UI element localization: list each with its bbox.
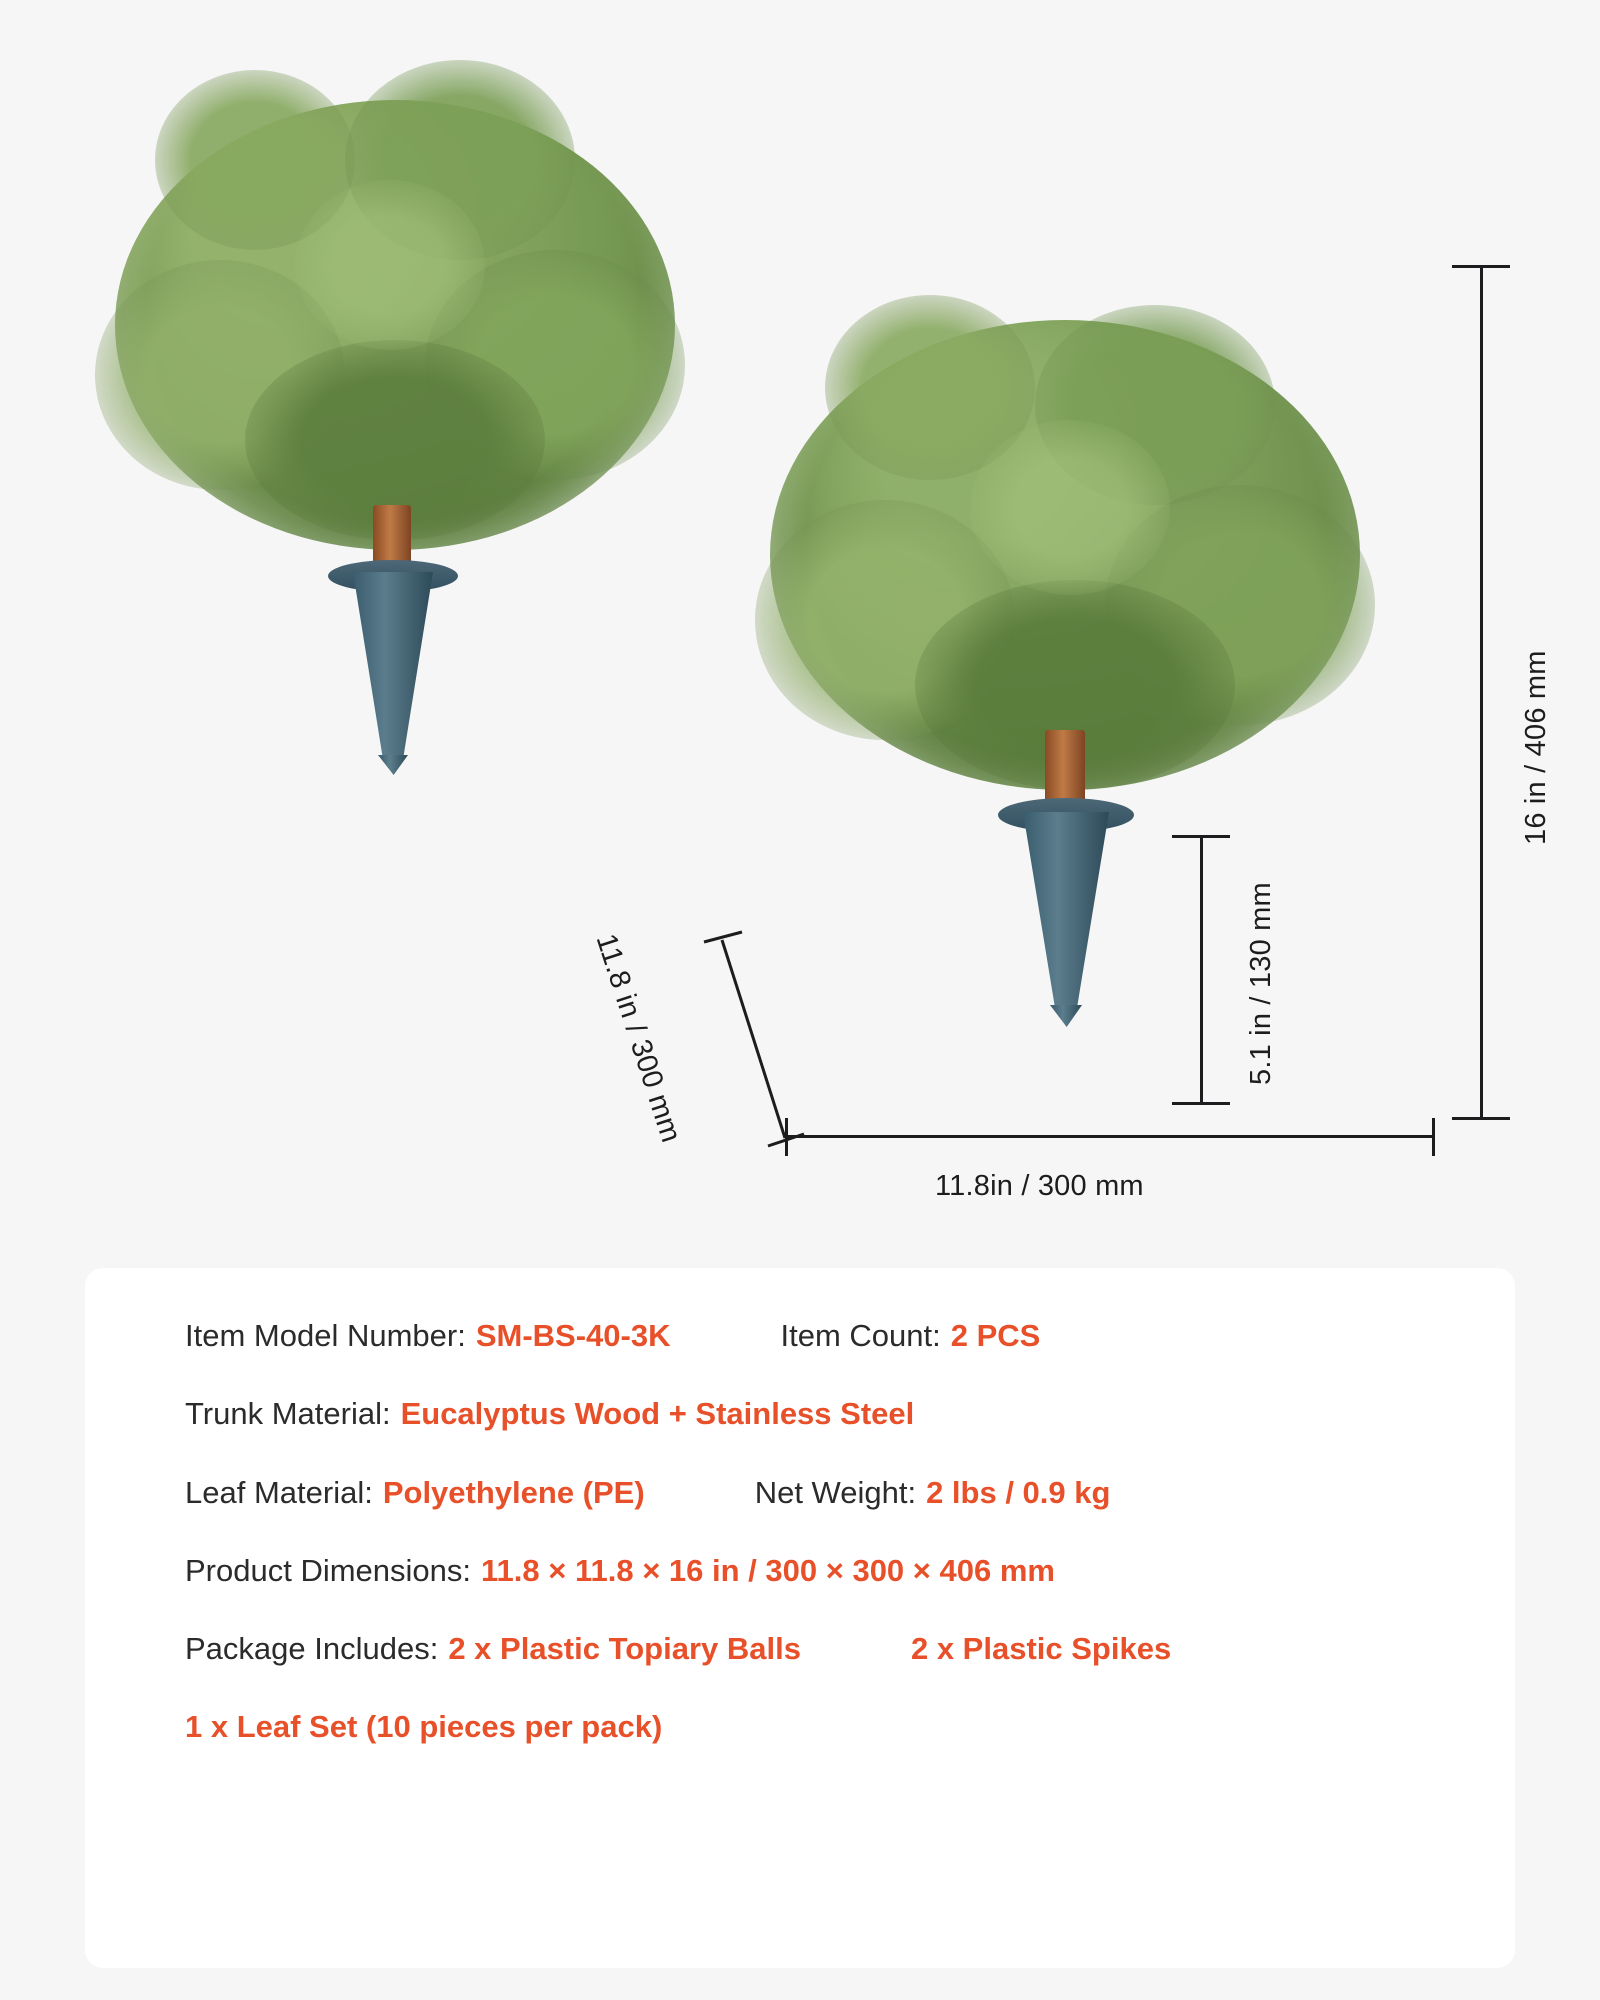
spec-label-trunk-material: Trunk Material: — [185, 1396, 391, 1432]
spike-height-dimension-label: 5.1 in / 130 mm — [1245, 882, 1277, 1085]
height-tick-bottom — [1452, 1117, 1510, 1120]
spec-row-trunk-material — [85, 1394, 1515, 1434]
height-dimension-label: 16 in / 406 mm — [1520, 650, 1552, 845]
spec-label-model: Item Model Number: — [185, 1318, 466, 1353]
spike-height-tick-bottom — [1172, 1102, 1230, 1105]
spec-label-package-includes: Package Includes: — [185, 1631, 439, 1667]
spec-value-net-weight: 2 lbs / 0.9 kg — [926, 1474, 1111, 1510]
spike-right-tip — [1050, 1005, 1082, 1027]
spec-value-product-dimensions: 11.8 × 11.8 × 16 in / 300 × 300 × 406 mm — [481, 1552, 1055, 1588]
spike-left — [353, 572, 433, 762]
spike-height-tick-top — [1172, 835, 1230, 838]
spec-value-trunk-material: Eucalyptus Wood + Stainless Steel — [400, 1396, 915, 1432]
spec-row-product-dimensions — [85, 1551, 1515, 1591]
spike-left-tip — [378, 755, 408, 775]
spec-value-count: 2 PCS — [950, 1318, 1041, 1353]
spec-row-leaf-set — [85, 1707, 1515, 1747]
spec-row-package-includes — [85, 1629, 1515, 1669]
width-dimension-label: 11.8in / 300 mm — [935, 1170, 1144, 1202]
spec-value-model: SM-BS-40-3K — [475, 1318, 671, 1353]
depth-dimension-label: 11.8 in / 300 mm — [589, 930, 688, 1147]
spec-label-net-weight: Net Weight: — [754, 1474, 917, 1510]
topiary-plant-right — [755, 290, 1375, 1120]
spec-value-leaf-set: 1 x Leaf Set (10 pieces per pack) — [185, 1709, 663, 1745]
spike-height-dimension-line — [1200, 835, 1203, 1105]
spike-right — [1023, 812, 1109, 1012]
spec-label-leaf-material: Leaf Material: — [185, 1474, 373, 1510]
specification-card — [85, 1268, 1515, 1968]
width-tick-right — [1432, 1118, 1435, 1156]
spec-value-package-spikes: 2 x Plastic Spikes — [910, 1631, 1172, 1667]
spec-rows — [85, 1268, 1515, 1748]
spec-row-model — [85, 1316, 1515, 1356]
spec-value-leaf-material: Polyethylene (PE) — [382, 1474, 645, 1510]
foliage-left — [95, 60, 685, 580]
width-dimension-line — [785, 1135, 1435, 1138]
height-dimension-line — [1480, 265, 1483, 1120]
spec-value-package-balls: 2 x Plastic Topiary Balls — [448, 1631, 801, 1667]
spec-label-product-dimensions: Product Dimensions: — [185, 1552, 472, 1588]
spec-row-leaf-material — [85, 1473, 1515, 1513]
topiary-plant-left — [95, 60, 685, 890]
depth-dimension-line — [690, 920, 820, 1220]
height-tick-top — [1452, 265, 1510, 268]
spec-label-count: Item Count: — [780, 1318, 941, 1353]
